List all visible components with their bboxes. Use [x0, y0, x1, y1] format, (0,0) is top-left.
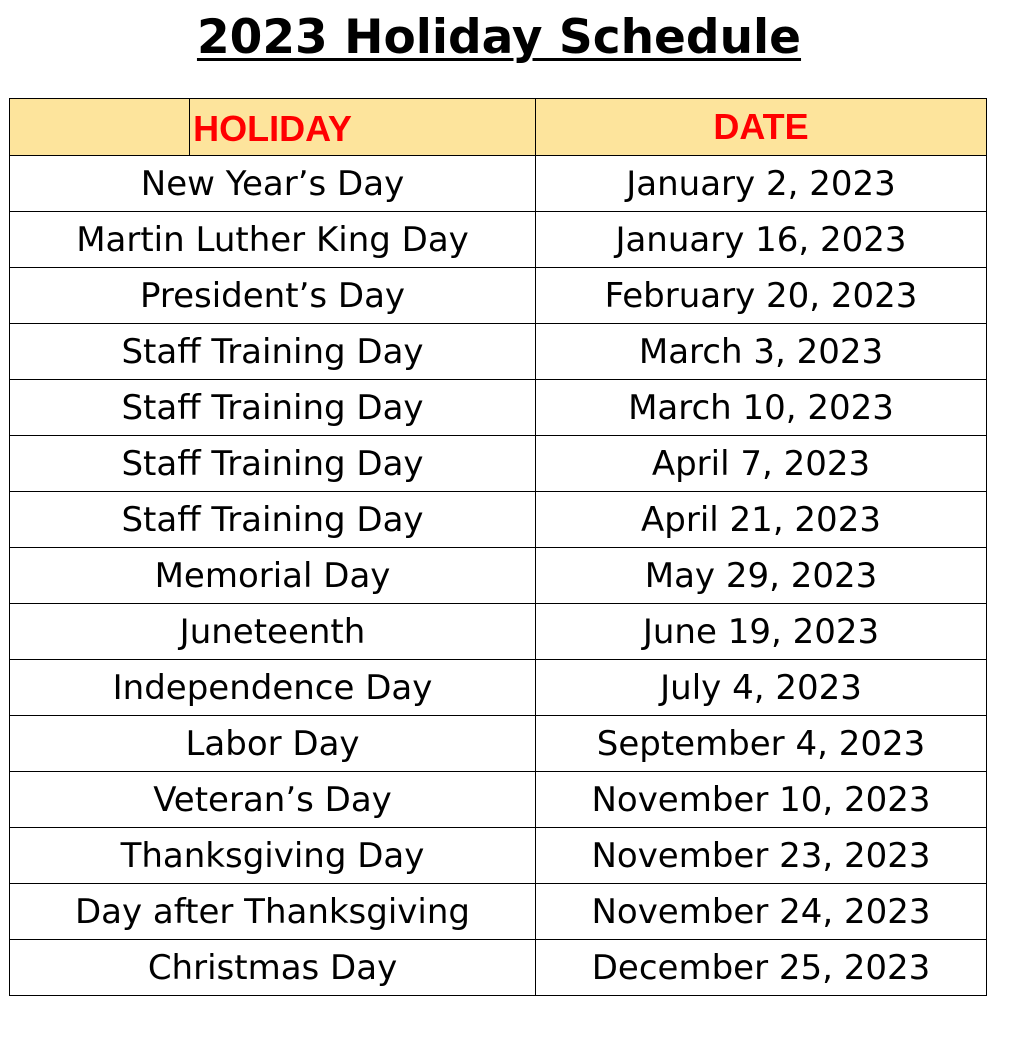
date-cell: May 29, 2023	[536, 548, 987, 604]
date-cell: March 10, 2023	[536, 380, 987, 436]
table-row	[10, 772, 987, 828]
date-cell: November 23, 2023	[536, 828, 987, 884]
date-cell: September 4, 2023	[536, 716, 987, 772]
holiday-cell: Juneteenth	[10, 604, 536, 660]
holiday-cell: Staff Training Day	[10, 324, 536, 380]
table-row	[10, 156, 987, 212]
page-title: 2023 Holiday Schedule	[196, 10, 802, 65]
holiday-cell: President’s Day	[10, 268, 536, 324]
header-holiday	[10, 99, 536, 156]
holiday-cell: Memorial Day	[10, 548, 536, 604]
date-cell: March 3, 2023	[536, 324, 987, 380]
table-row	[10, 716, 987, 772]
date-cell: January 2, 2023	[536, 156, 987, 212]
header-date: DATE	[536, 99, 987, 156]
date-cell: April 21, 2023	[536, 492, 987, 548]
date-cell: July 4, 2023	[536, 660, 987, 716]
holiday-cell: Staff Training Day	[10, 380, 536, 436]
date-cell: November 10, 2023	[536, 772, 987, 828]
date-cell: November 24, 2023	[536, 884, 987, 940]
holiday-cell: Christmas Day	[10, 940, 536, 996]
holiday-cell: Thanksgiving Day	[10, 828, 536, 884]
holiday-cell: Independence Day	[10, 660, 536, 716]
table-row	[10, 380, 987, 436]
date-cell: February 20, 2023	[536, 268, 987, 324]
table-row	[10, 604, 987, 660]
table-row	[10, 828, 987, 884]
holiday-cell: Martin Luther King Day	[10, 212, 536, 268]
table-row	[10, 436, 987, 492]
table-row	[10, 492, 987, 548]
table-row	[10, 212, 987, 268]
table-row	[10, 268, 987, 324]
date-cell: December 25, 2023	[536, 940, 987, 996]
holiday-cell: Staff Training Day	[10, 492, 536, 548]
date-cell: June 19, 2023	[536, 604, 987, 660]
holiday-cell: New Year’s Day	[10, 156, 536, 212]
holiday-cell: Labor Day	[10, 716, 536, 772]
holiday-cell: Veteran’s Day	[10, 772, 536, 828]
holiday-cell: Staff Training Day	[10, 436, 536, 492]
table-row	[10, 324, 987, 380]
holiday-schedule-table	[9, 98, 987, 996]
table-row	[10, 884, 987, 940]
table-header-row	[10, 99, 987, 156]
header-holiday-label: HOLIDAY	[193, 108, 352, 149]
table-row	[10, 660, 987, 716]
holiday-cell: Day after Thanksgiving	[10, 884, 536, 940]
table-row	[10, 940, 987, 996]
table-row	[10, 548, 987, 604]
header-divider	[189, 99, 190, 155]
date-cell: January 16, 2023	[536, 212, 987, 268]
date-cell: April 7, 2023	[536, 436, 987, 492]
table-body	[10, 156, 987, 996]
